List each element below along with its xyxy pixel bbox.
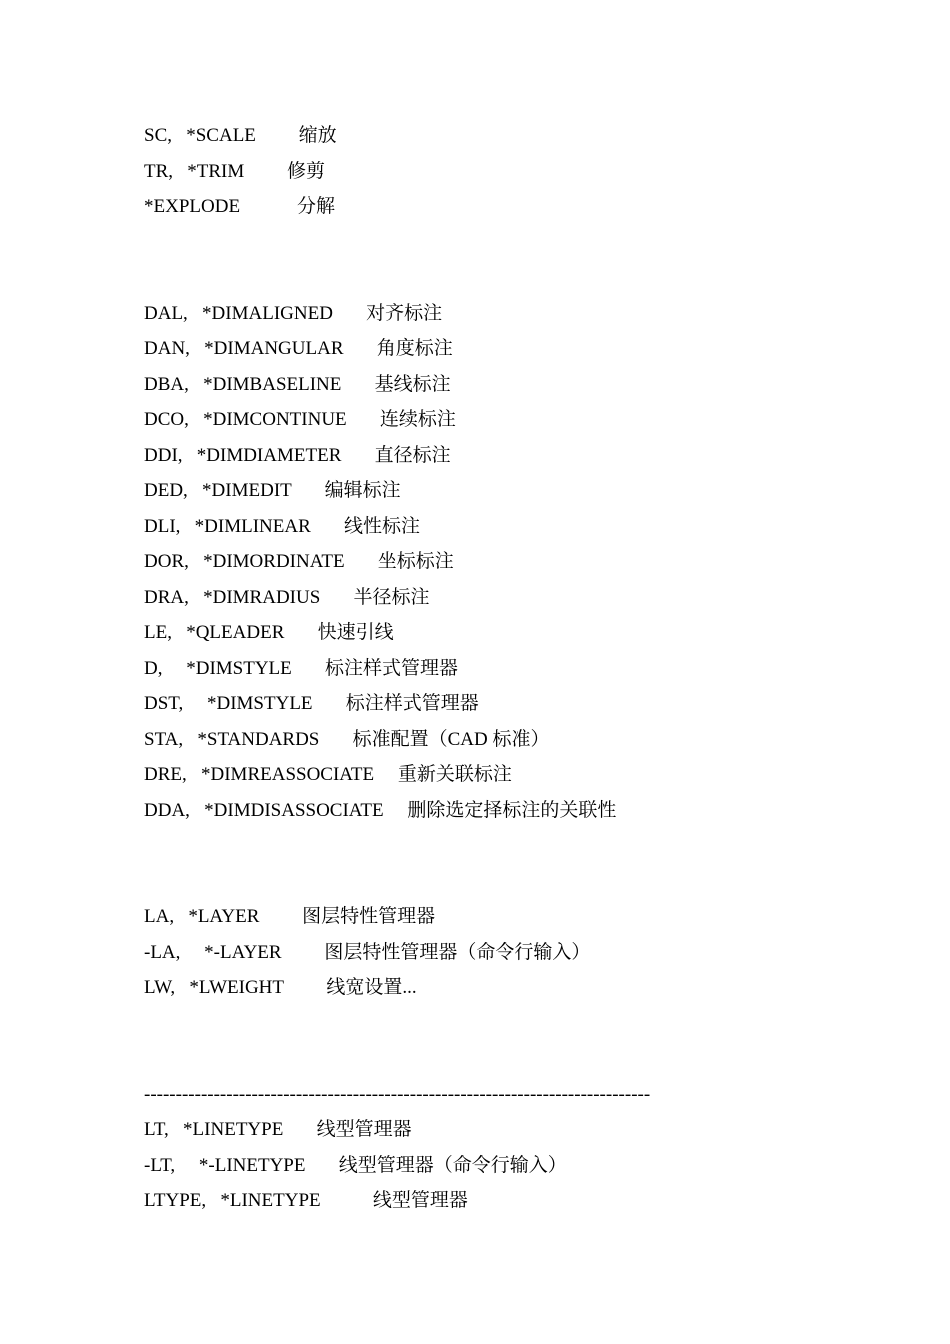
command-line-linetype-cmd: -LT, *-LINETYPE 线型管理器（命令行输入） — [144, 1155, 567, 1176]
command-line-scale: SC, *SCALE 缩放 — [144, 125, 337, 146]
command-line-explode: *EXPLODE 分解 — [144, 196, 336, 217]
command-line-ltype: LTYPE, *LINETYPE 线型管理器 — [144, 1190, 468, 1211]
command-line-dimbaseline: DBA, *DIMBASELINE 基线标注 — [144, 374, 451, 395]
command-line-dimdisassociate: DDA, *DIMDISASSOCIATE 删除选定择标注的关联性 — [144, 800, 617, 821]
command-line-dimdiameter: DDI, *DIMDIAMETER 直径标注 — [144, 445, 451, 466]
command-line-qleader: LE, *QLEADER 快速引线 — [144, 622, 394, 643]
command-line-dimstyle-dst: DST, *DIMSTYLE 标注样式管理器 — [144, 693, 479, 714]
command-line-dimreassociate: DRE, *DIMREASSOCIATE 重新关联标注 — [144, 764, 512, 785]
command-line-layer: LA, *LAYER 图层特性管理器 — [144, 906, 436, 927]
command-line-dimlinear: DLI, *DIMLINEAR 线性标注 — [144, 516, 421, 537]
command-line-linetype: LT, *LINETYPE 线型管理器 — [144, 1119, 412, 1140]
command-line-trim: TR, *TRIM 修剪 — [144, 161, 326, 182]
command-line-dimcontinue: DCO, *DIMCONTINUE 连续标注 — [144, 409, 456, 430]
command-line-layer-cmd: -LA, *-LAYER 图层特性管理器（命令行输入） — [144, 942, 591, 963]
command-line-dimangular: DAN, *DIMANGULAR 角度标注 — [144, 338, 453, 359]
command-line-dimradius: DRA, *DIMRADIUS 半径标注 — [144, 587, 430, 608]
command-line-standards: STA, *STANDARDS 标准配置（CAD 标准） — [144, 729, 550, 750]
command-line-dimordinate: DOR, *DIMORDINATE 坐标标注 — [144, 551, 454, 572]
command-line-lweight: LW, *LWEIGHT 线宽设置... — [144, 977, 417, 998]
command-line-dimedit: DED, *DIMEDIT 编辑标注 — [144, 480, 401, 501]
separator-dashes: -------------------------------------------------------------------------------- — [144, 1084, 651, 1105]
command-line-dimaligned: DAL, *DIMALIGNED 对齐标注 — [144, 303, 443, 324]
command-line-dimstyle-d: D, *DIMSTYLE 标注样式管理器 — [144, 658, 459, 679]
